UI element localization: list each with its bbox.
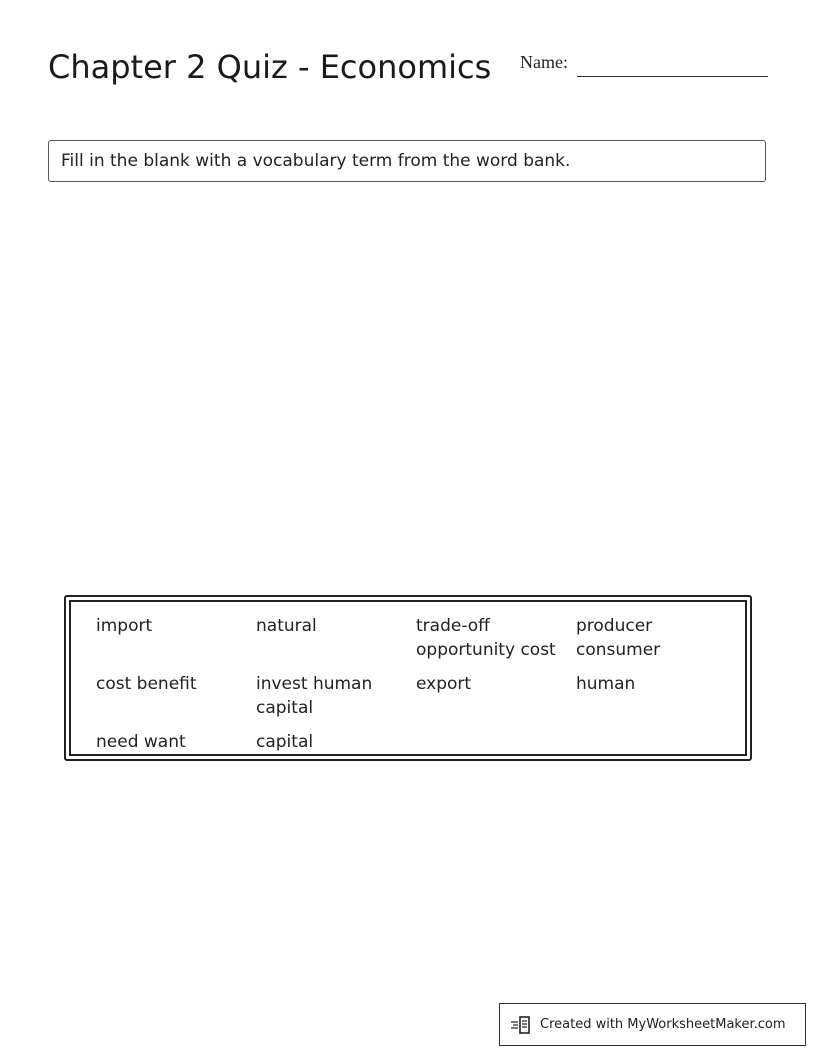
name-label: Name: bbox=[520, 52, 568, 72]
page-title: Chapter 2 Quiz - Economics bbox=[48, 48, 492, 86]
word-bank-term: import bbox=[96, 616, 153, 636]
word-bank-term: producer consumer bbox=[576, 616, 661, 660]
worksheet-maker-logo-icon bbox=[510, 1014, 532, 1036]
instructions-box: Fill in the blank with a vocabulary term from the word bank. bbox=[48, 140, 766, 182]
word-bank-inner-border bbox=[69, 600, 747, 756]
word-bank-term: export bbox=[416, 674, 472, 694]
footer-credit[interactable] bbox=[499, 1003, 806, 1046]
footer-text: Created with MyWorksheetMaker.com bbox=[540, 1017, 786, 1032]
word-bank-term: cost benefit bbox=[96, 674, 197, 694]
word-bank bbox=[64, 595, 752, 761]
name-blank-line[interactable] bbox=[577, 76, 768, 77]
word-bank-term: need want bbox=[96, 732, 186, 752]
word-bank-term: capital bbox=[256, 732, 314, 752]
word-bank-term: natural bbox=[256, 616, 317, 636]
word-bank-term: invest human capital bbox=[256, 674, 373, 718]
word-bank-term: human bbox=[576, 674, 636, 694]
word-bank-term: trade-off opportunity cost bbox=[416, 616, 556, 660]
